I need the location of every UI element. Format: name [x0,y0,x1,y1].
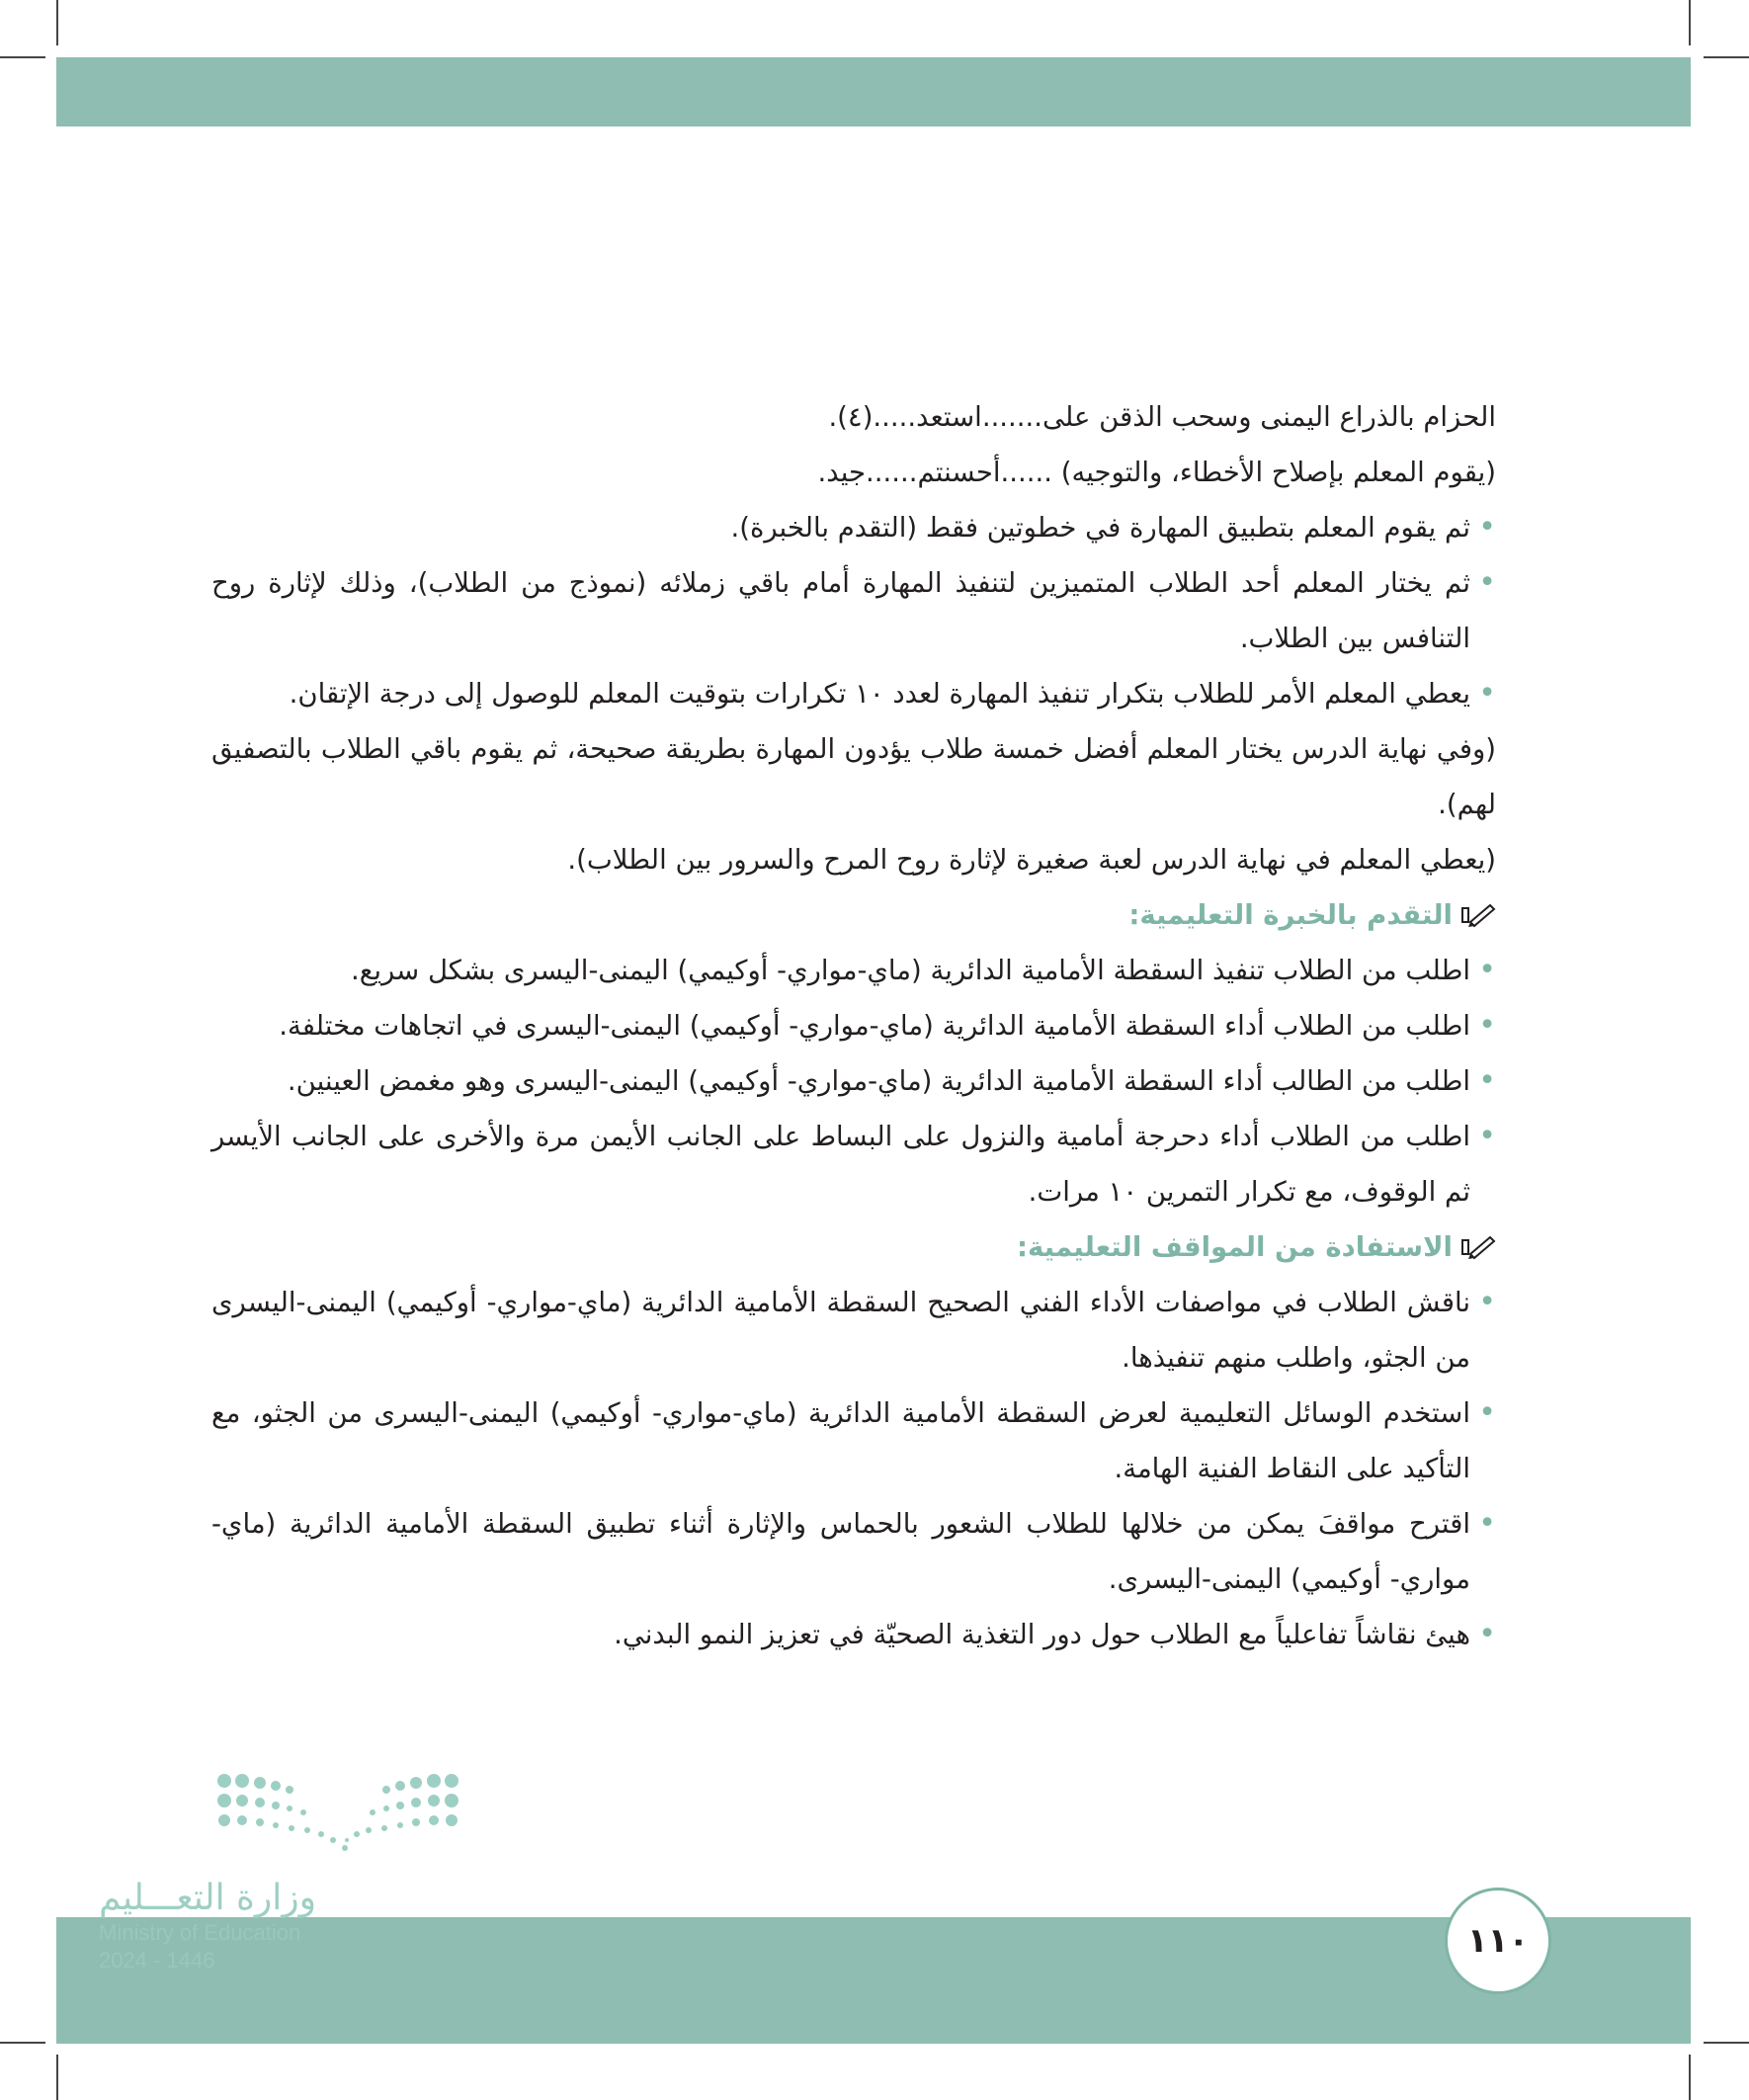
bullet-item: • اقترح مواقفَ يمكن من خلالها للطلاب الشعور بالحماس والإثارة أثناء تطبيق السقطة الأمامية الدائرية (ماي-مواري- أوكيمي) اليمنى-اليسرى. [211,1496,1496,1607]
bullet-item: • ثم يقوم المعلم بتطبيق المهارة في خطوتين فقط (التقدم بالخبرة). [211,500,1496,555]
pencil-writing-icon [1460,902,1496,928]
bullet-item: • يعطي المعلم الأمر للطلاب بتكرار تنفيذ المهارة لعدد ١٠ تكرارات بتوقيت المعلم للوصول إلى درجة الإتقان. [211,666,1496,721]
crop-mark [1704,2042,1749,2044]
section-heading-experience [211,887,1496,943]
bullet-item: • استخدم الوسائل التعليمية لعرض السقطة الأمامية الدائرية (ماي-مواري- أوكيمي) اليمنى-اليسرى من الجثو، مع التأكيد على النقاط الفنية الهامة. [211,1386,1496,1496]
crop-mark [1704,56,1749,58]
crop-mark [1689,2055,1691,2100]
bullet-item: • اطلب من الطالب أداء السقطة الأمامية الدائرية (ماي-مواري- أوكيمي) اليمنى-اليسرى وهو مغمض العينين. [211,1053,1496,1109]
ministry-dots-logo [212,1769,469,1858]
ministry-year: 2024 - 1446 [99,1948,215,1973]
text-line: (يقوم المعلم بإصلاح الأخطاء، والتوجيه) ......أحسنتم......جيد. [817,457,1496,488]
heading-text: الاستفادة من المواقف التعليمية: [1016,1231,1453,1263]
page-number-text: ١١٠ [1466,1921,1530,1961]
heading-text: التقدم بالخبرة التعليمية: [1128,899,1453,931]
crop-mark [56,2055,58,2100]
bullet-item: • ناقش الطلاب في مواصفات الأداء الفني الصحيح السقطة الأمامية الدائرية (ماي-مواري- أوكيمي) اليمنى-اليسرى من الجثو، واطلب منهم تنفيذها. [211,1275,1496,1386]
crop-mark [0,2042,45,2044]
text-line: (وفي نهاية الدرس يختار المعلم أفضل خمسة طلاب يؤدون المهارة بطريقة صحيحة، ثم يقوم باقي الطلاب بالتصفيق لهم). [211,733,1496,820]
ministry-name-ar: وزارة التعـــليم [99,1878,317,1918]
page-number [1445,1888,1551,1994]
text-line: (يعطي المعلم في نهاية الدرس لعبة صغيرة لإثارة روح المرح والسرور بين الطلاب). [567,844,1496,876]
bullet-item: • اطلب من الطلاب أداء السقطة الأمامية الدائرية (ماي-مواري- أوكيمي) اليمنى-اليسرى في اتجاهات مختلفة. [211,998,1496,1053]
page-content [211,389,1496,1662]
ministry-name-en: Ministry of Education [99,1920,301,1945]
section-heading-situations [211,1219,1496,1275]
text-line: الحزام بالذراع اليمنى وسحب الذقن على.......استعد.....(٤). [828,401,1496,433]
ministry-branding [99,1878,356,1974]
bullet-item: • اطلب من الطلاب أداء دحرجة أمامية والنزول على البساط على الجانب الأيمن مرة والأخرى على الجانب الأيسر ثم الوقوف، مع تكرار التمرين ١٠ مرات. [211,1109,1496,1219]
crop-mark [56,0,58,45]
bullet-item: • هيئ نقاشاً تفاعلياً مع الطلاب حول دور التغذية الصحيّة في تعزيز النمو البدني. [211,1607,1496,1662]
header-band [56,57,1691,126]
crop-mark [0,56,45,58]
bullet-item: • ثم يختار المعلم أحد الطلاب المتميزين لتنفيذ المهارة أمام باقي زملائه (نموذج من الطلاب)، وذلك لإثارة روح التنافس بين الطلاب. [211,555,1496,666]
pencil-writing-icon [1460,1234,1496,1260]
crop-mark [1689,0,1691,45]
bullet-item: • اطلب من الطلاب تنفيذ السقطة الأمامية الدائرية (ماي-مواري- أوكيمي) اليمنى-اليسرى بشكل سريع. [211,943,1496,998]
